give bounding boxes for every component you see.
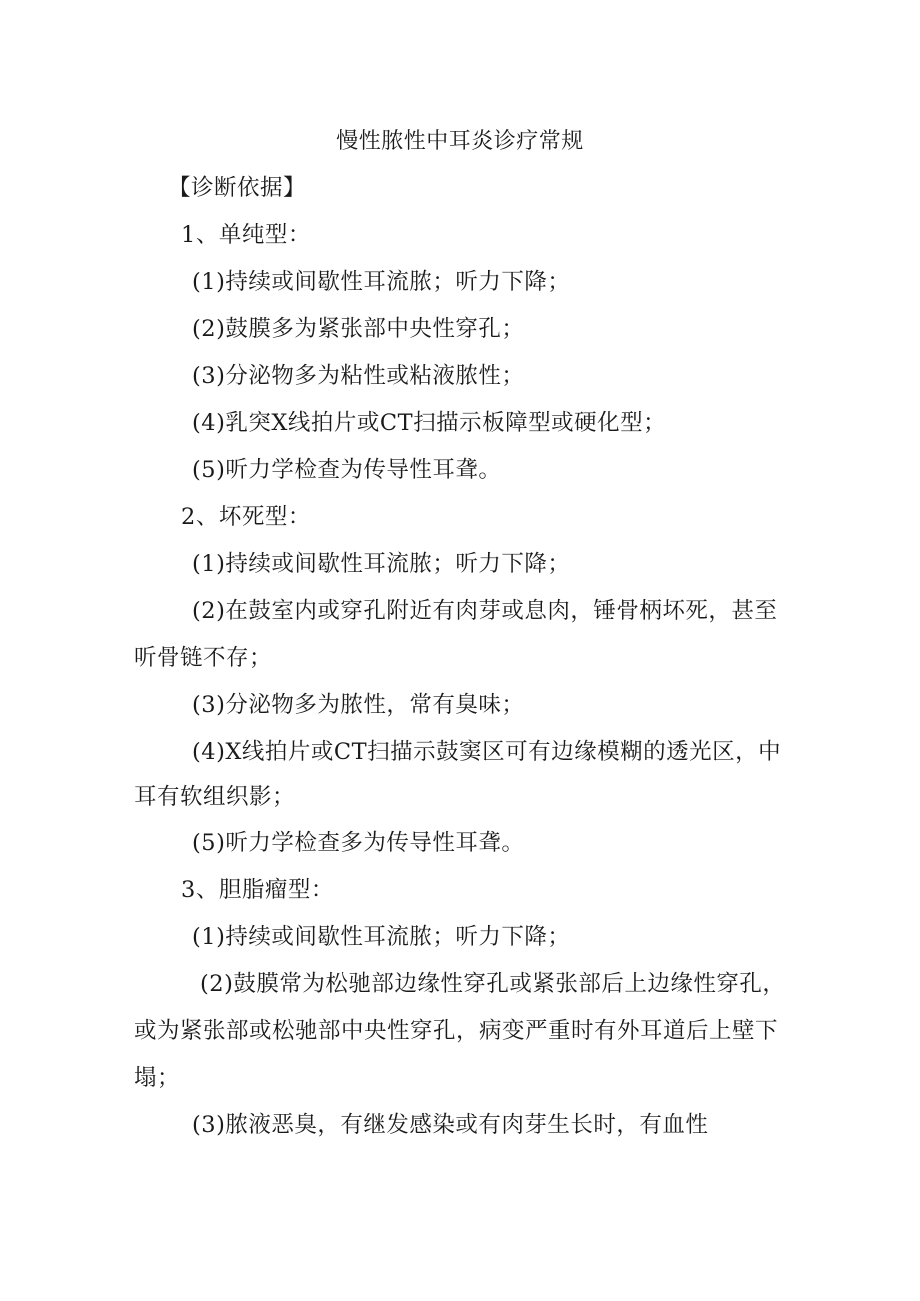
list-item: (5)听力学检查多为传导性耳聋。: [192, 830, 525, 856]
list-item: (1)持续或间歇性耳流脓；听力下降；: [192, 269, 571, 295]
list-item-continuation: 或为紧张部或松驰部中央性穿孔，病变严重时有外耳道后上壁下: [134, 1018, 779, 1044]
section-heading: 【诊断依据】: [168, 175, 307, 201]
list-item: (1)持续或间歇性耳流脓；听力下降；: [192, 551, 571, 577]
list-item-continuation: 听骨链不存；: [134, 645, 273, 671]
list-item-continuation: 耳有软组织影；: [134, 784, 296, 810]
list-item: (5)听力学检查为传导性耳聋。: [192, 457, 502, 483]
list-item: (1)持续或间歇性耳流脓；听力下降；: [192, 924, 571, 950]
list-item: (3)分泌物多为脓性，常有臭味；: [192, 692, 525, 718]
type-heading: 1、单纯型：: [181, 222, 311, 248]
list-item: (2)鼓膜多为紧张部中央性穿孔；: [192, 316, 525, 342]
list-item: (3)脓液恶臭，有继发感染或有肉芽生长时，有血性: [192, 1112, 709, 1138]
list-item: (4)乳突X线拍片或CT扫描示板障型或硬化型；: [192, 410, 667, 436]
list-item: (4)X线拍片或CT扫描示鼓窦区可有边缘模糊的透光区，中: [192, 739, 782, 765]
document-title: 慢性脓性中耳炎诊疗常规: [336, 129, 584, 154]
list-item: (2)在鼓室内或穿孔附近有肉芽或息肉，锤骨柄坏死，甚至: [192, 598, 778, 624]
type-heading: 3、胆脂瘤型：: [181, 877, 334, 903]
list-item: (3)分泌物多为粘性或粘液脓性；: [192, 363, 525, 389]
list-item-continuation: 塌；: [134, 1065, 181, 1091]
type-heading: 2、坏死型：: [181, 504, 311, 530]
list-item: (2)鼓膜常为松驰部边缘性穿孔或紧张部后上边缘性穿孔，: [200, 971, 786, 997]
